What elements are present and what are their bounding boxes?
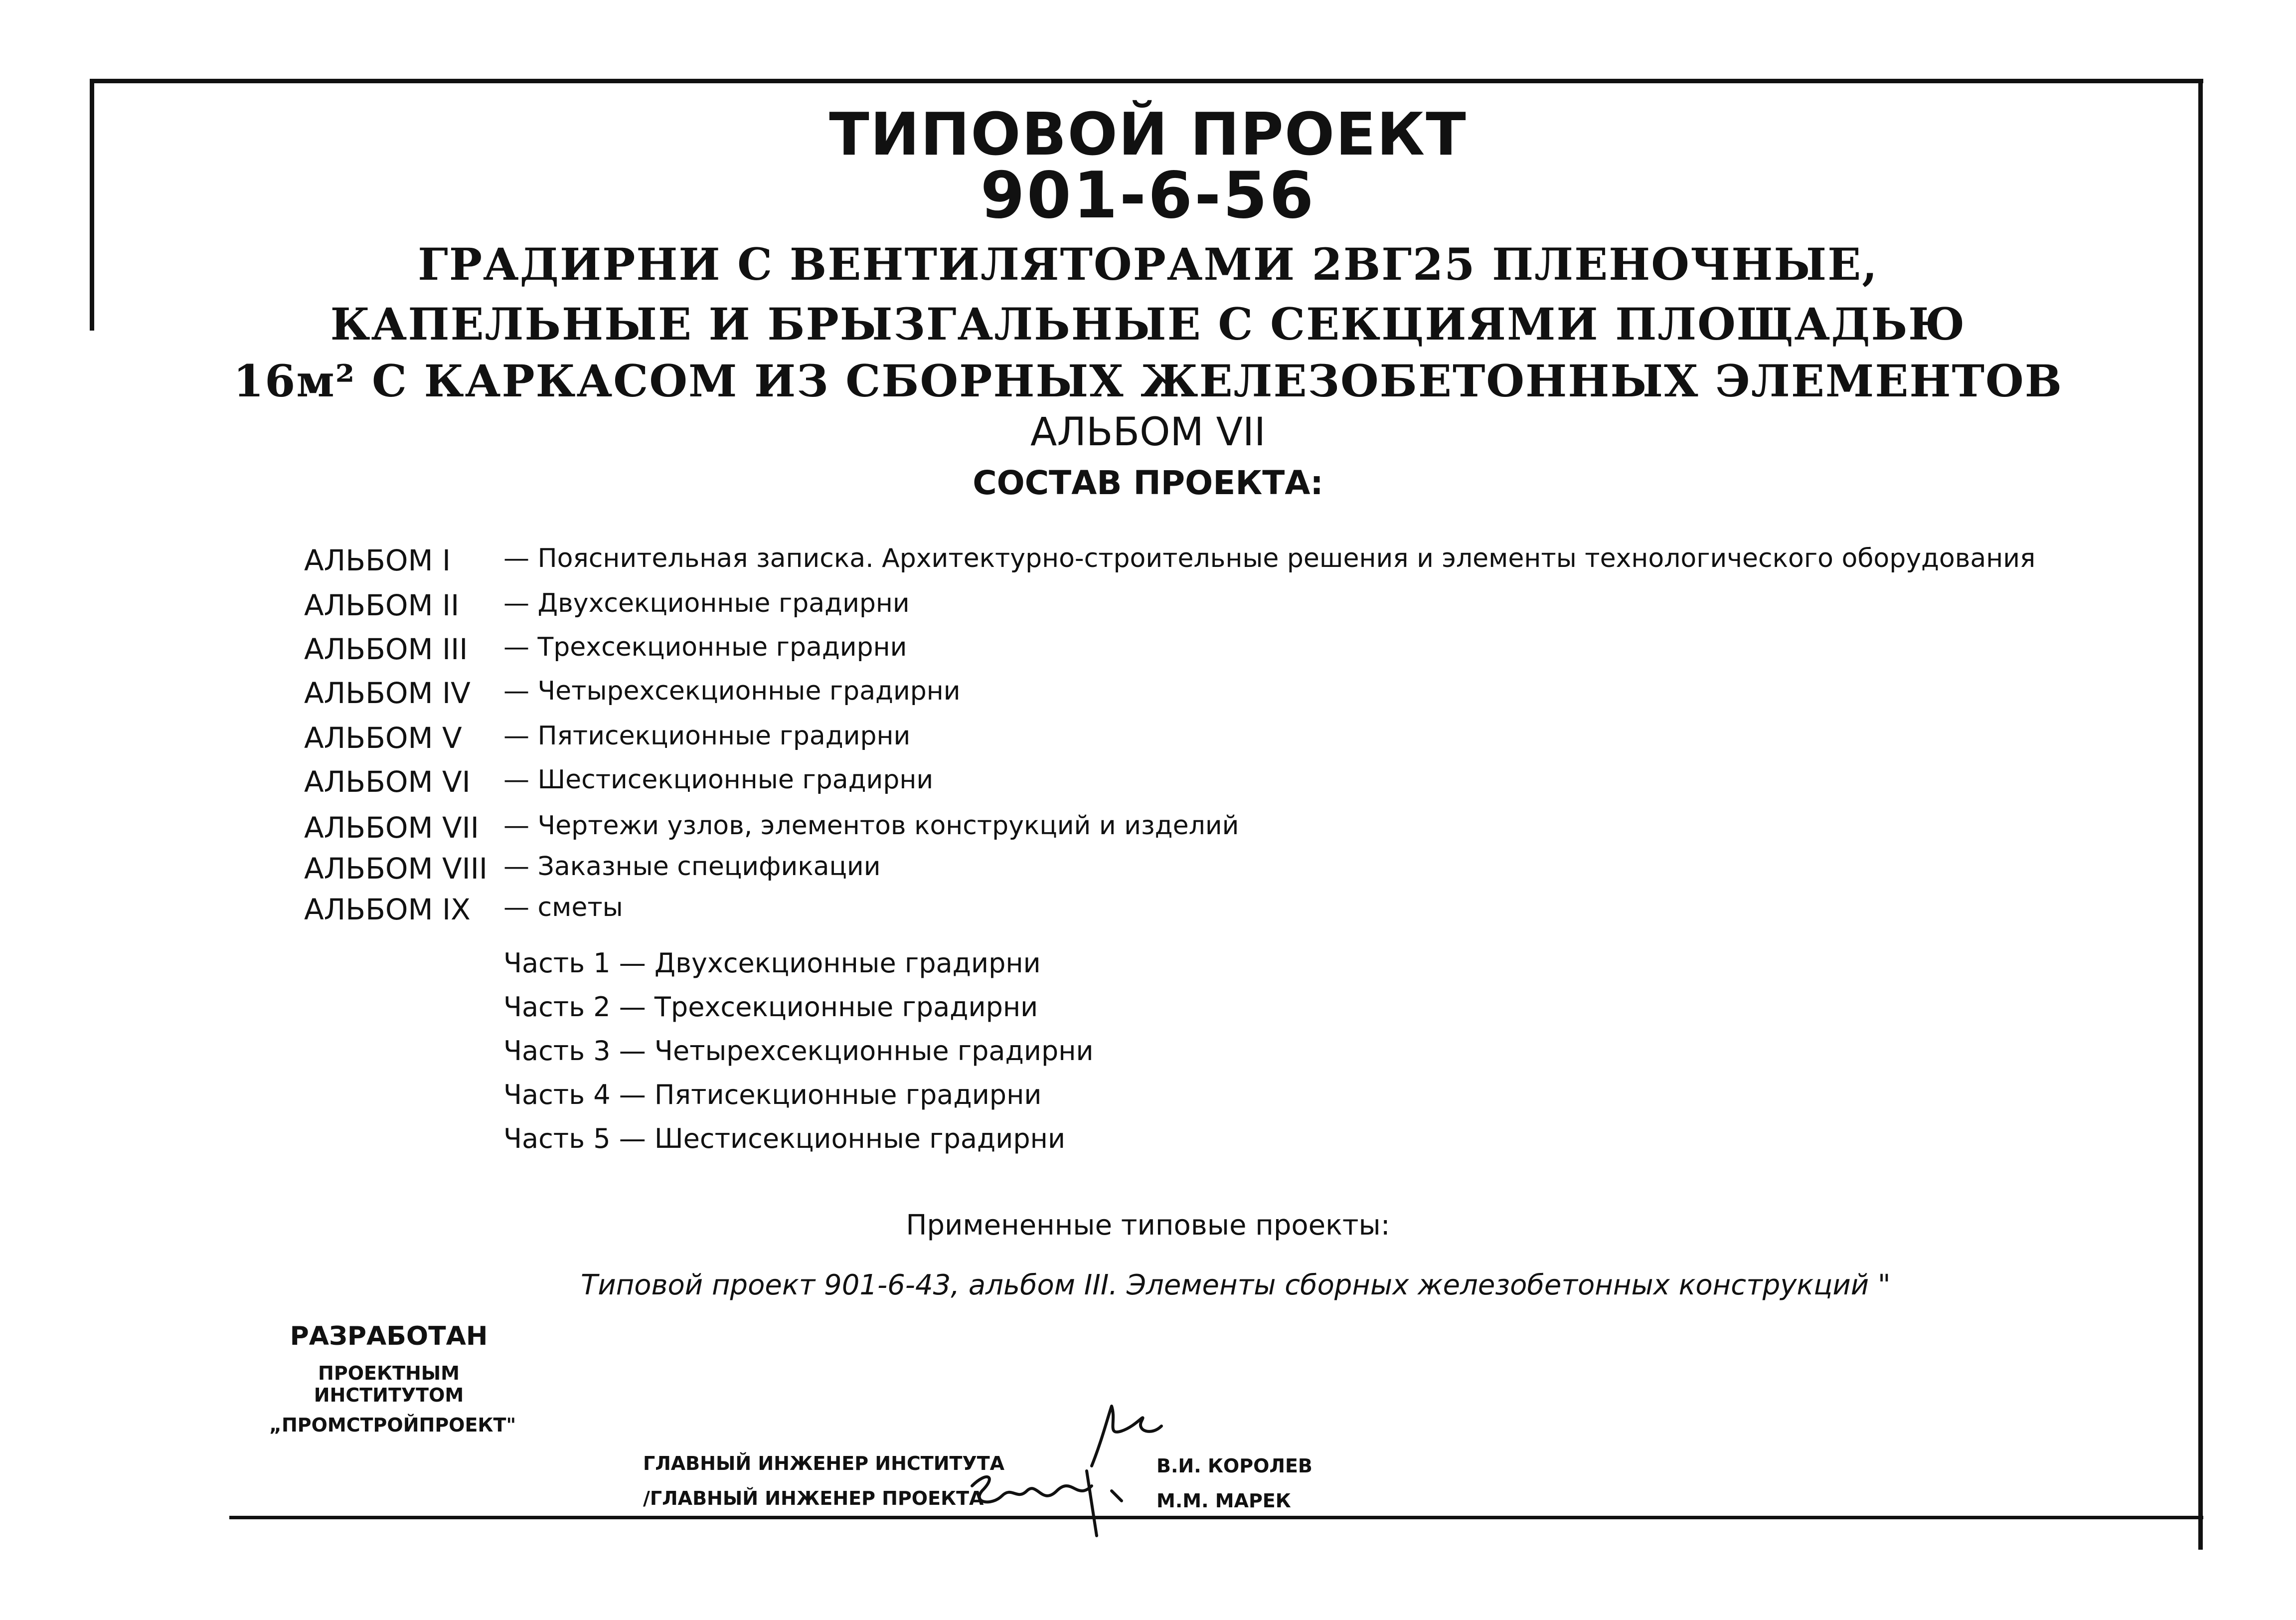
composition-title: СОСТАВ ПРОЕКТА: — [973, 464, 1323, 502]
album-label: АЛЬБОМ I — [304, 543, 451, 577]
album-text: — Двухсекционные градирни — [503, 588, 910, 618]
part-item: Часть 3 — Четырехсекционные градирни — [503, 1035, 1094, 1067]
signature-names — [1156, 1448, 1312, 1518]
album-label: АЛЬБОМ IX — [304, 893, 471, 926]
developer-block — [269, 1321, 516, 1436]
album-label: АЛЬБОМ VIII — [304, 852, 488, 886]
album-text: — Трехсекционные градирни — [503, 632, 907, 662]
developer-line-2: ПРОЕКТНЫМ ИНСТИТУТОМ — [314, 1362, 464, 1406]
part-item: Часть 5 — Шестисекционные градирни — [503, 1123, 1066, 1154]
signature-mark-2 — [962, 1456, 1151, 1541]
album-text: — Шестисекционные градирни — [503, 765, 934, 795]
album-label: АЛЬБОМ VII — [304, 811, 479, 845]
album-label: АЛЬБОМ V — [304, 721, 462, 755]
name-marek: М.М. МАРЕК — [1156, 1490, 1291, 1512]
applied-projects-text: Типовой проект 901-6-43, альбом III. Элементы сборных железобетонных конструкций " — [581, 1269, 1891, 1301]
album-text: — Чертежи узлов, элементов конструкций и изделий — [503, 811, 1239, 841]
developer-line-3: „ПРОМСТРОЙПРОЕКТ" — [269, 1414, 516, 1436]
album-label: АЛЬБОМ II — [304, 588, 460, 622]
album-text: — Заказные спецификации — [503, 852, 881, 882]
project-number: 901-6-56 — [980, 159, 1316, 233]
part-item: Часть 1 — Двухсекционные градирни — [503, 947, 1041, 979]
role-chief-engineer-project: /ГЛАВНЫЙ ИНЖЕНЕР ПРОЕКТА — [643, 1487, 984, 1509]
part-item: Часть 2 — Трехсекционные градирни — [503, 991, 1038, 1023]
album-text: — Пятисекционные градирни — [503, 721, 911, 751]
album-text: — Четырехсекционные градирни — [503, 676, 961, 706]
name-korolev: В.И. КОРОЛЕВ — [1156, 1455, 1312, 1477]
subtitle-line-1: ГРАДИРНИ С ВЕНТИЛЯТОРАМИ 2ВГ25 ПЛЕНОЧНЫЕ, — [418, 238, 1878, 290]
subtitle-line-2: КАПЕЛЬНЫЕ И БРЫЗГАЛЬНЫЕ С СЕКЦИЯМИ ПЛОЩАДЬЮ — [330, 298, 1966, 350]
subtitle-line-3: 16м² С КАРКАСОМ ИЗ СБОРНЫХ ЖЕЛЕЗОБЕТОННЫХ ЭЛЕМЕНТОВ — [233, 355, 2063, 407]
frame-top-line — [90, 79, 2203, 83]
developer-line-1: РАЗРАБОТАН — [290, 1321, 488, 1351]
album-label: АЛЬБОМ III — [304, 632, 468, 666]
project-title: ТИПОВОЙ ПРОЕКТ — [829, 100, 1467, 169]
album-label: АЛЬБОМ IV — [304, 676, 471, 710]
part-item: Часть 4 — Пятисекционные градирни — [503, 1079, 1042, 1110]
signature-roles — [643, 1446, 1004, 1516]
applied-projects-heading: Примененные типовые проекты: — [906, 1209, 1390, 1242]
album-number: АЛЬБОМ VII — [1030, 410, 1266, 455]
album-text: — сметы — [503, 893, 623, 922]
album-text: — Пояснительная записка. Архитектурно-строительные решения и элементы технологического оборудования — [503, 543, 2036, 573]
album-label: АЛЬБОМ VI — [304, 765, 471, 799]
role-chief-engineer-institute: ГЛАВНЫЙ ИНЖЕНЕР ИНСТИТУТА — [643, 1452, 1005, 1474]
